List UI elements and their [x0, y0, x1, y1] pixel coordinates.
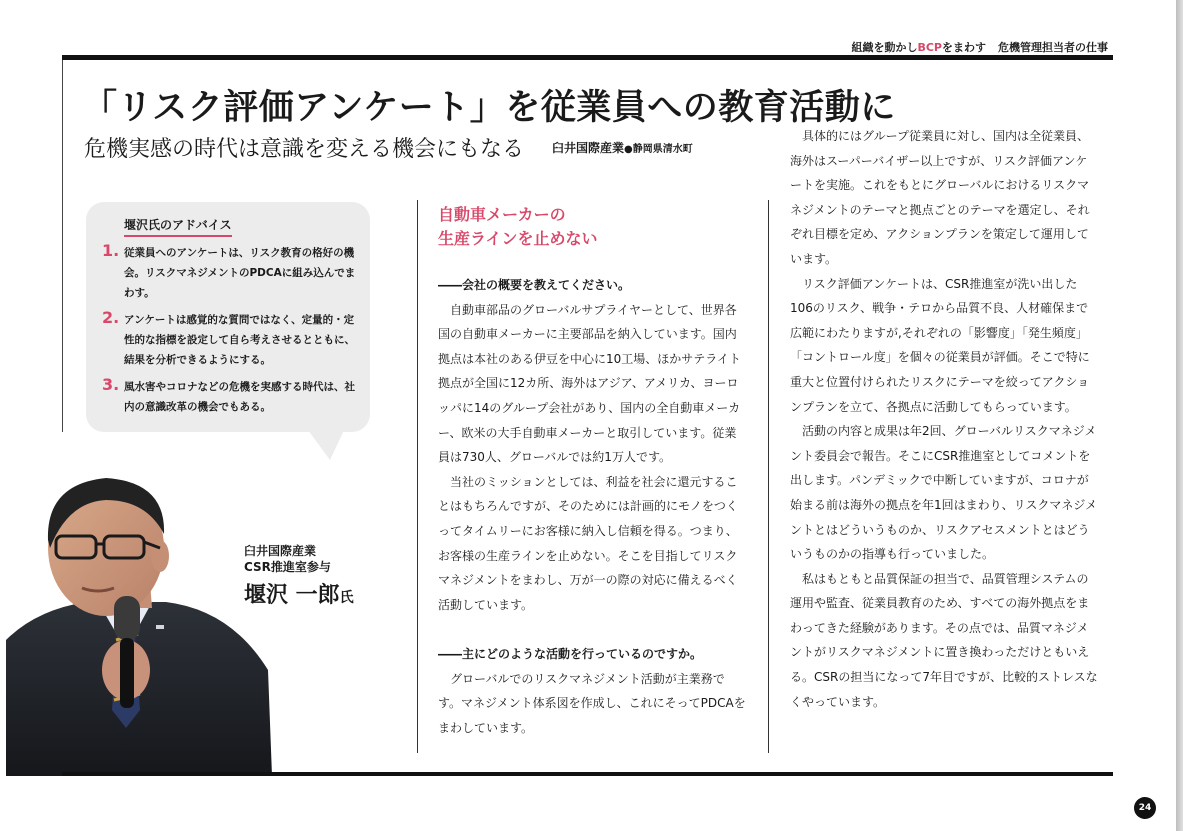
left-rule: [62, 60, 63, 432]
advice-number: 2.: [102, 308, 120, 327]
interview-question: ――主にどのような活動を行っているのですか。: [438, 646, 703, 661]
article-column-middle: [438, 273, 746, 740]
advice-bubble-tail: [308, 430, 344, 460]
speaker-name-block: [244, 578, 354, 609]
section-heading-line2: 生産ラインを止めない: [438, 229, 598, 248]
article-paragraph: 当社のミッションとしては、利益を社会に還元することはもちろんですが、そのためには計画的にモノをつくってタイムリーにお客様に納入し信頼を得る。つまり、お客様の生産ラインを止めない。そこを目指してリスクマネジメントをまわし、万が一の際の対応に備えるべく活動しています。: [438, 474, 738, 612]
article-column-right: [790, 124, 1098, 714]
running-header: [851, 39, 1108, 55]
headline: 「リスク評価アンケート」を従業員への教育活動に: [82, 88, 896, 128]
article-paragraph: グローバルでのリスクマネジメント活動が主業務です。マネジメント体系図を作成し、これにそってPDCAをまわしています。: [438, 671, 746, 735]
speaker-name: 堰沢 一郎: [244, 583, 340, 608]
company-credit: [552, 139, 693, 156]
company-location: 静岡県清水町: [632, 144, 693, 155]
section-heading: [438, 203, 598, 251]
running-header-part1: 組織を動かし: [851, 41, 918, 54]
running-header-accent: BCP: [917, 41, 942, 54]
article-paragraph: 活動の内容と成果は年2回、グローバルリスクマネジメント委員会で報告。そこにCSR推進室としてコメントを出します。パンデミックで中断していますが、コロナが始まる前は海外の拠点を年1回はまわり、リスクマネジメントとはどういうものか、リスクアセスメントとはどういうものかの指導も行っていました。: [790, 424, 1098, 562]
subheadline: 危機実感の時代は意識を変える機会にもなる: [84, 137, 525, 162]
column-rule: [768, 200, 769, 753]
running-header-part2: をまわす: [942, 41, 986, 54]
bottom-rule: [62, 772, 1113, 776]
speaker-name-suffix: 氏: [339, 590, 354, 606]
article-paragraph: 具体的にはグループ従業員に対し、国内は全従業員、海外はスーパーバイザー以上ですが、リスク評価アンケートを実施。これをもとにグローバルにおけるリスクマネジメントのテーマと拠点ごとのテーマを選定し、それぞれ目標を定め、アクションプランを策定して運用しています。: [790, 129, 1090, 266]
advice-text: アンケートは感覚的な質問ではなく、定量的・定性的な指標を設定して自ら考えさせるとともに、結果を分析できるようにする。: [124, 314, 355, 366]
interview-question: ――会社の概要を教えてください。: [438, 278, 631, 292]
advice-number: 3.: [102, 375, 120, 394]
speaker-affiliation: [244, 543, 331, 575]
column-rule: [417, 200, 418, 753]
page-number: 24: [1134, 797, 1156, 819]
top-rule: [62, 55, 1113, 60]
article-paragraph: 自動車部品のグローバルサプライヤーとして、世界各国の自動車メーカーに主要部品を納入しています。国内拠点は本社のある伊豆を中心に10工場、ほかサテライト拠点が全国に12カ所、海外はアジア、アメリカ、ヨーロッパに14のグループ会社があり、国内の全自動車メーカー、欧米の大手自動車メーカーと取引しています。従業員は730人、グローバルでは約1万人です。: [438, 302, 741, 465]
article-paragraph: 私はもともと品質保証の担当で、品質管理システムの運用や監査、従業員教育のため、すべての海外拠点をまわってきた経験があります。その点では、品質マネジメントがリスクマネジメントに置き換わっただけともいえる。CSRの担当になって7年目ですが、比較的ストレスなくやっています。: [790, 571, 1098, 709]
advice-text: 従業員へのアンケートは、リスク教育の格好の機会。リスクマネジメントのPDCAに組み込んでまわす。: [124, 247, 356, 299]
company-bullet: ●: [624, 144, 633, 155]
advice-item: [102, 310, 362, 370]
advice-text: 風水害やコロナなどの危機を実感する時代は、社内の意識改革の機会でもある。: [124, 381, 355, 413]
advice-number: 1.: [102, 241, 120, 260]
company-name: 臼井国際産業: [552, 141, 625, 155]
advice-item: [102, 243, 362, 303]
speaker-company: 臼井国際産業: [244, 544, 317, 558]
article-paragraph: リスク評価アンケートは、CSR推進室が洗い出した106のリスク、戦争・テロから品質不良、人材確保まで広範にわたりますが,それぞれの「影響度」「発生頻度」「コントロール度」を個々の従業員が評価。そこで特に重大と位置付けられたリスクにテーマを絞ってアクションプランを立て、各拠点に活動してもらっています。: [790, 276, 1090, 414]
advice-title: 堰沢氏のアドバイス: [124, 216, 232, 237]
section-heading-line1: 自動車メーカーの: [438, 205, 566, 224]
speaker-title: CSR推進室参与: [244, 560, 331, 574]
speaker-photo: [6, 470, 272, 776]
page-edge: [1176, 0, 1183, 831]
advice-item: [102, 377, 362, 417]
running-header-part3: 危機管理担当者の仕事: [998, 41, 1108, 54]
